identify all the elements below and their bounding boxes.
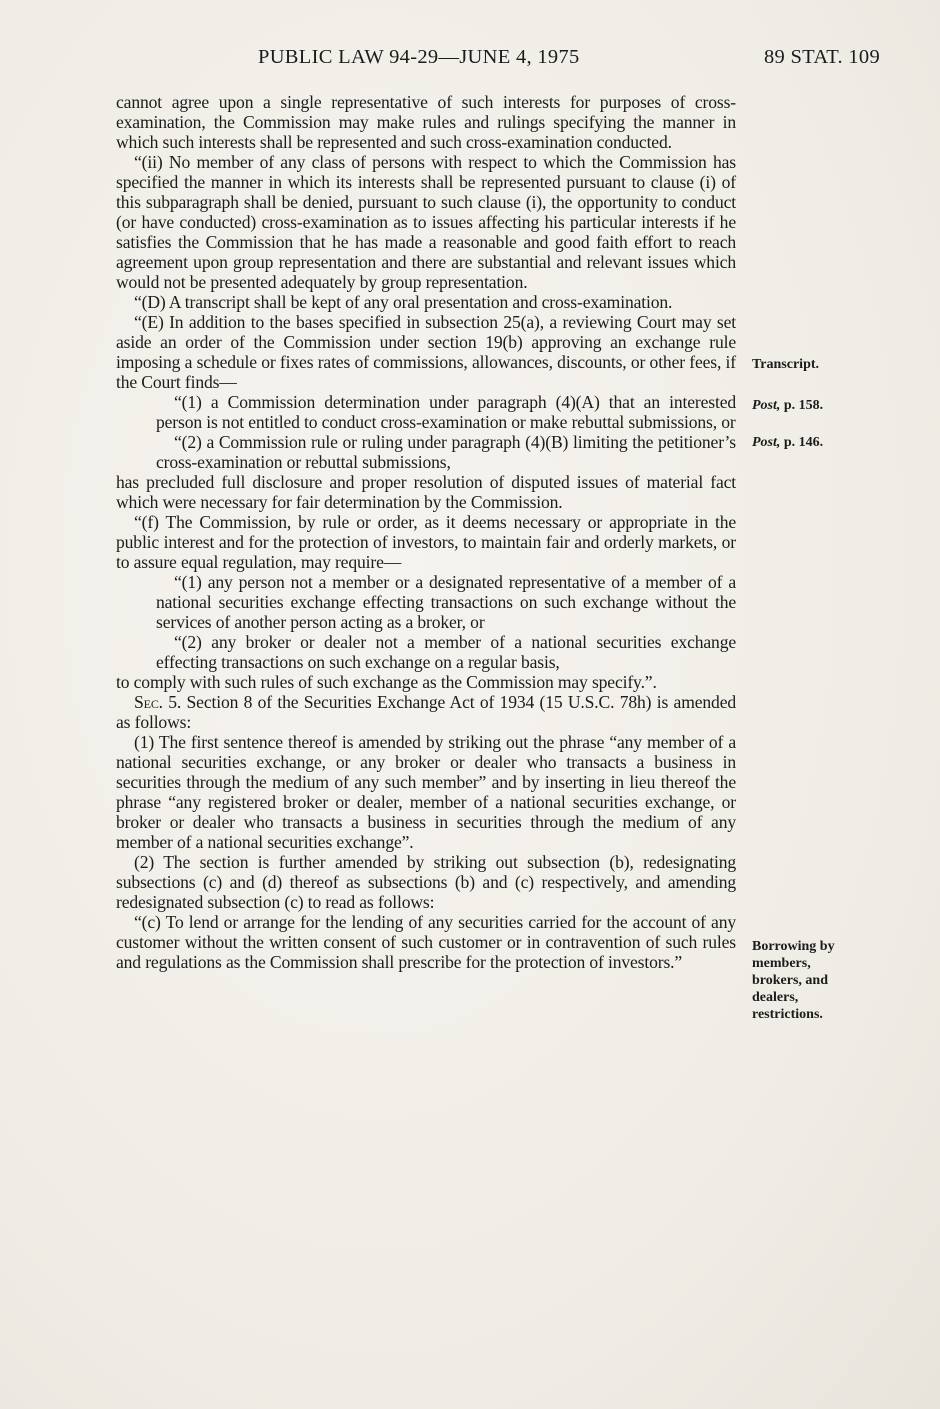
paragraph: has precluded full disclosure and proper resolution of disputed issues of material fact which were necessary for fair determination by the Commission. — [116, 472, 736, 512]
clause: “(1) a Commission determination under paragraph (4)(A) that an interested person is not entitled to conduct cross-examination or make rebuttal submissions, or — [156, 392, 736, 432]
paragraph: (2) The section is further amended by striking out subsection (b), redesignating subsections (c) and (d) thereof as subsections (b) and (c) respectively, and amending redesignated subsection (c) to read as follows: — [116, 852, 736, 912]
paragraph: cannot agree upon a single representative of such interests for purposes of cross-examination, the Commission may make rules and rulings specifying the manner in which such interests shall be represented and such cross-examination conducted. — [116, 92, 736, 152]
clause: “(1) any person not a member or a designated representative of a member of a national securities exchange effecting transactions on such exchange without the services of another person acting as a broker, or — [156, 572, 736, 632]
section-text: 5. Section 8 of the Securities Exchange Act of 1934 (15 U.S.C. 78h) is amended as follows: — [116, 692, 736, 732]
paragraph: “(c) To lend or arrange for the lending of any securities carried for the account of any customer without the written consent of such customer or in contravention of such rules and regulations as the Commission shall prescribe for the protection of investors.” — [116, 912, 736, 972]
margin-note-transcript: Transcript. — [752, 357, 820, 372]
body-text — [116, 92, 736, 972]
clause: “(2) a Commission rule or ruling under paragraph (4)(B) limiting the petitioner’s cross-examination or rebuttal submissions, — [156, 432, 736, 472]
paragraph: “(E) In addition to the bases specified in subsection 25(a), a reviewing Court may set aside an order of the Commission under section 19(b) approving an exchange rule imposing a schedule or fixes rates of commissions, allowances, discounts, or other fees, if the Court finds— — [116, 312, 736, 392]
paragraph: “(ii) No member of any class of persons with respect to which the Commission has specified the manner in which its interests shall be represented pursuant to clause (i) of this subparagraph shall be denied, pursuant to such clause (i), the opportunity to conduct (or have conducted) cross-examination as to issues affecting his particular interests if he satisfies the Commission that he has made a reasonable and good faith effort to reach agreement upon group representation and there are substantial and relevant issues which would not be presented adequately by group representation. — [116, 152, 736, 292]
paragraph: “(f) The Commission, by rule or order, as it deems necessary or appropriate in the public interest and for the protection of investors, to maintain fair and orderly markets, or to assure equal regulation, may require— — [116, 512, 736, 572]
margin-note-post-158: Post, p. 158. — [752, 398, 824, 413]
page-header-stat-number: 89 STAT. 109 — [763, 46, 880, 68]
section-label: Sec. — [134, 692, 163, 712]
clause: “(2) any broker or dealer not a member of a national securities exchange effecting transactions on such exchange on a regular basis, — [156, 632, 736, 672]
margin-note-post-146: Post, p. 146. — [752, 435, 824, 450]
margin-note-borrowing: Borrowing by members, brokers, and dealers, restrictions. — [752, 939, 835, 1022]
paragraph: to comply with such rules of such exchange as the Commission may specify.”. — [116, 672, 657, 692]
section-paragraph — [116, 692, 736, 732]
paragraph: (1) The first sentence thereof is amended by striking out the phrase “any member of a national securities exchange, or any broker or dealer who transacts a business in securities through the medium of any such member” and by inserting in lieu thereof the phrase “any registered broker or dealer, member of a national securities exchange, or broker or dealer who transacts a business in securities through the medium of any member of a national securities exchange”. — [116, 732, 736, 852]
page-header-title: PUBLIC LAW 94-29—JUNE 4, 1975 — [258, 46, 580, 68]
paragraph-transcript: “(D) A transcript shall be kept of any oral presentation and cross-examination. — [134, 292, 673, 312]
